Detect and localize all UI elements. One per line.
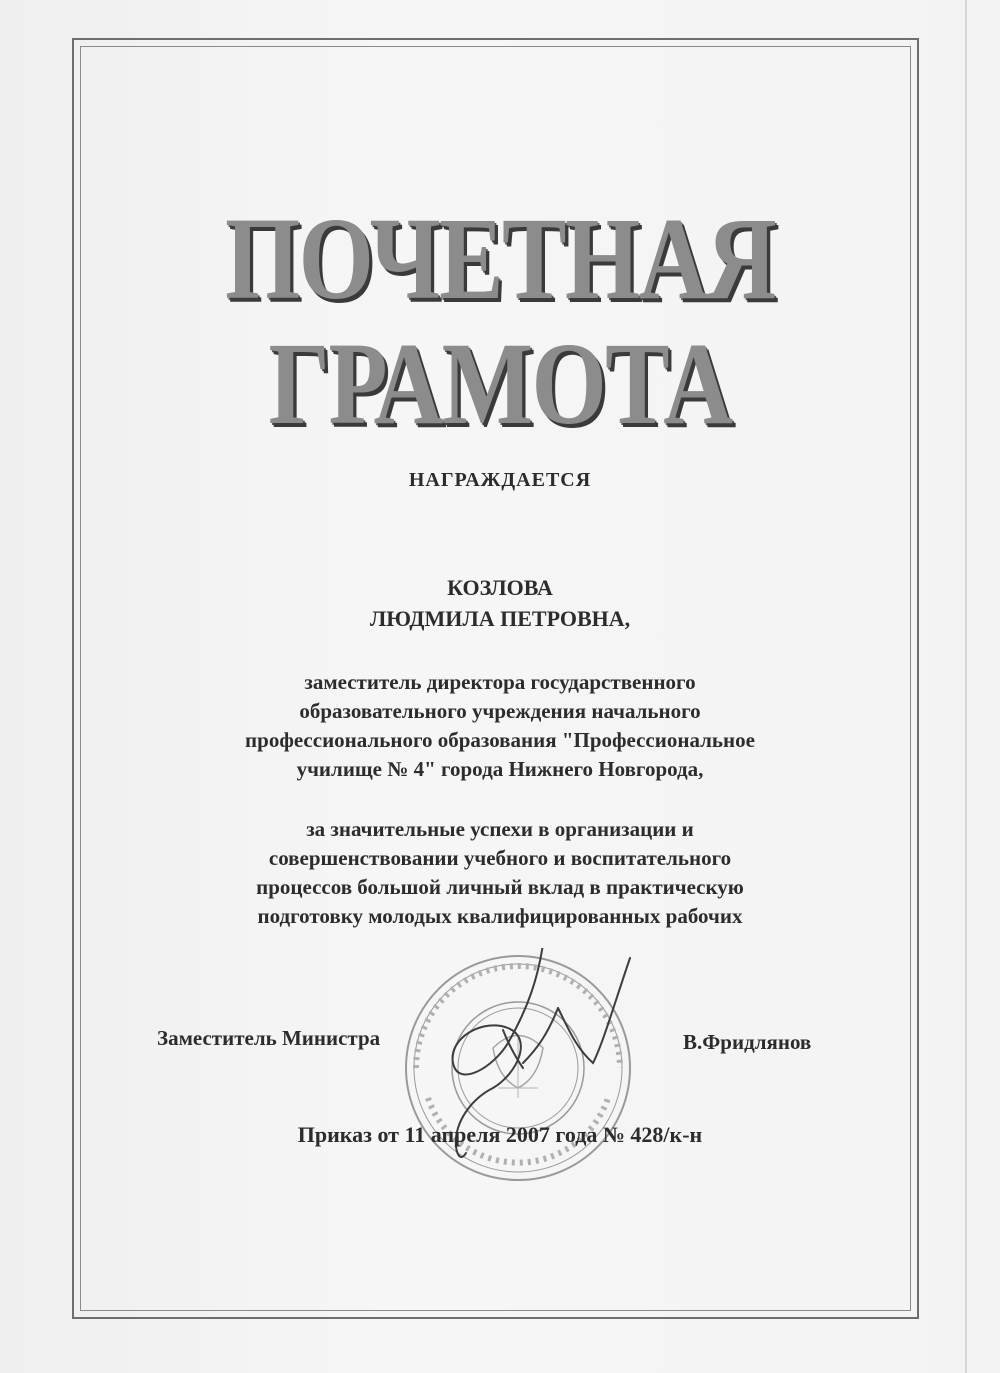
recipient-name: ЛЮДМИЛА ПЕТРОВНА, — [369, 606, 631, 631]
signatory-name: В.Фридлянов — [683, 1030, 812, 1054]
position-line: заместитель директора государственного — [304, 670, 696, 694]
round-official-seal-icon — [398, 948, 638, 1188]
merit-line: за значительные успехи в организации и — [306, 817, 694, 841]
awarded-label: НАГРАЖДАЕТСЯ — [408, 469, 592, 491]
merit-line: совершенствовании учебного и воспитательного — [268, 846, 732, 870]
position-line: профессионального образования "Профессиональное — [245, 728, 755, 752]
position-line: образовательного учреждения начального — [299, 699, 701, 723]
signatory-title: Заместитель Министра — [157, 1026, 381, 1050]
title-line-1: ПОЧЕТНАЯ — [224, 193, 776, 324]
title-line-2: ГРАМОТА — [268, 318, 732, 449]
recipient-surname: КОЗЛОВА — [447, 575, 553, 600]
order-reference: Приказ от 11 апреля 2007 года № 428/к-н — [297, 1122, 703, 1147]
merit-line: подготовку молодых квалифицированных рабочих — [257, 904, 743, 928]
position-line: училище № 4" города Нижнего Новгорода, — [296, 757, 704, 781]
merit-line: процессов большой личный вклад в практическую — [256, 875, 744, 899]
